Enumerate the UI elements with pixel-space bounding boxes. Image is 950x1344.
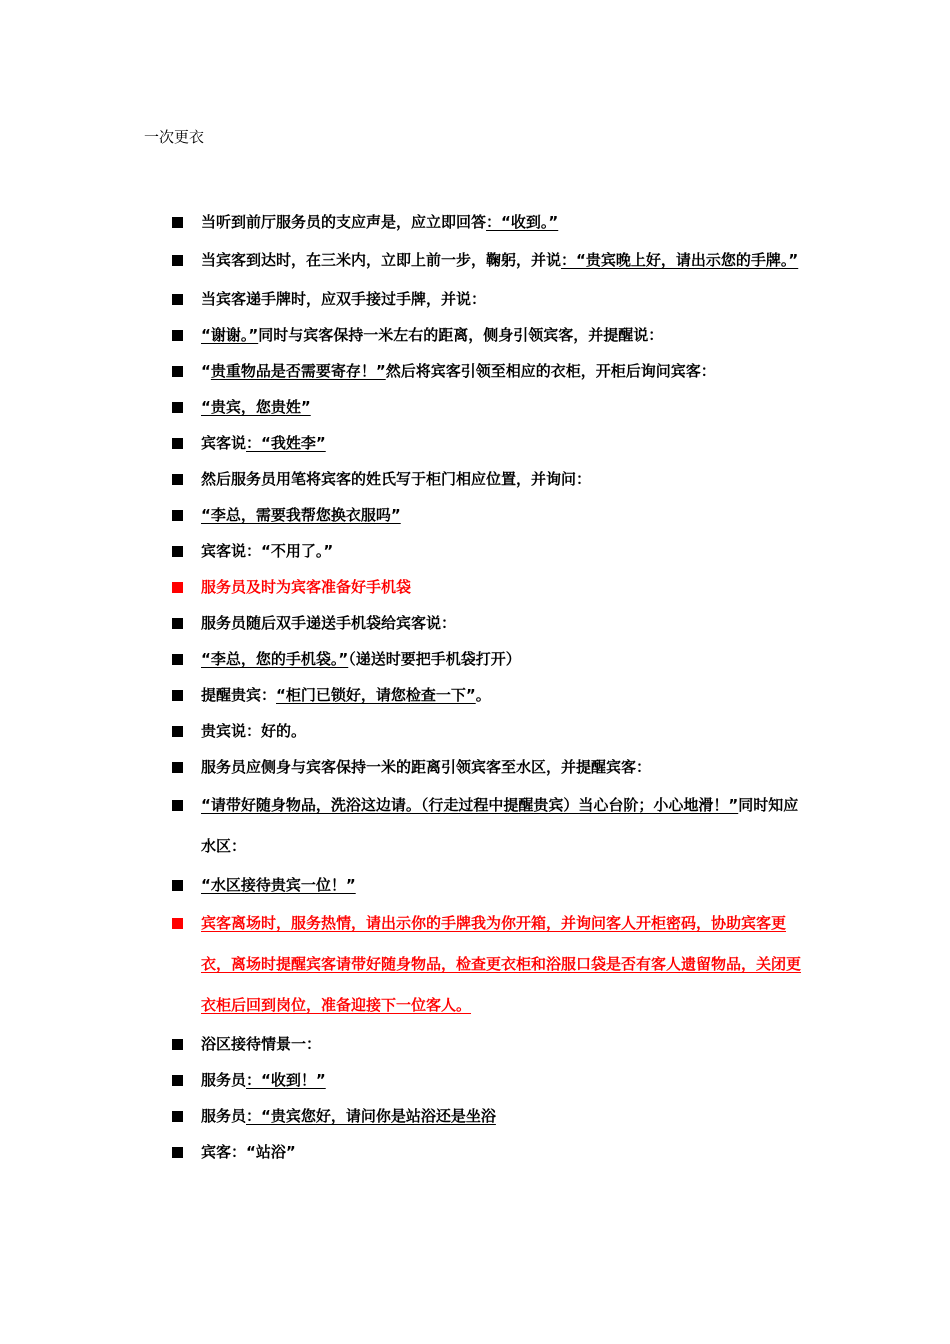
square-bullet-icon <box>172 366 183 377</box>
text-segment: 宾客说 <box>201 434 247 452</box>
text-segment: 宾客说：“不用了。” <box>201 542 334 560</box>
list-item <box>172 605 812 641</box>
list-item <box>172 749 812 785</box>
list-item-text <box>201 1134 812 1170</box>
text-segment: （递送时要把手机袋打开） <box>348 650 521 668</box>
list-item-text <box>201 281 812 317</box>
list-item <box>172 713 812 749</box>
list-item-text <box>201 497 812 533</box>
list-item-text <box>201 713 812 749</box>
list-item <box>172 1062 812 1098</box>
underlined-text: ：“我姓李” <box>246 434 326 452</box>
square-bullet-icon <box>172 618 183 629</box>
square-bullet-icon <box>172 880 183 891</box>
underlined-text: 贵重物品是否需要寄存！” <box>210 362 386 380</box>
square-bullet-icon <box>172 762 183 773</box>
square-bullet-icon <box>172 1039 183 1050</box>
list-item <box>172 204 812 240</box>
list-item-text <box>201 749 812 785</box>
square-bullet-icon <box>172 654 183 665</box>
list-item-text <box>201 533 812 569</box>
square-bullet-icon <box>172 1147 183 1158</box>
square-bullet-icon <box>172 918 183 929</box>
underlined-text: “贵宾，您贵姓” <box>201 398 311 416</box>
text-segment: 然后服务员用笔将宾客的姓氏写于柜门相应位置，并询问： <box>201 470 592 488</box>
square-bullet-icon <box>172 800 183 811</box>
text-segment: 服务员 <box>201 1107 247 1125</box>
square-bullet-icon <box>172 582 183 593</box>
list-item-text <box>201 569 812 605</box>
list-item-text <box>201 1098 812 1134</box>
list-item <box>172 389 812 425</box>
list-item-text <box>201 317 812 353</box>
list-item <box>172 533 812 569</box>
list-item-text <box>201 425 812 461</box>
list-item <box>172 1026 812 1062</box>
list-item <box>172 677 812 713</box>
underlined-text: “李总，需要我帮您换衣服吗” <box>201 506 401 524</box>
text-segment: 服务员应侧身与宾客保持一米的距离引领宾客至水区，并提醒宾客： <box>201 758 652 776</box>
text-segment: 服务员 <box>201 1071 247 1089</box>
list-item <box>172 317 812 353</box>
underlined-text: ：“收到。” <box>486 213 559 231</box>
underlined-text: “请带好随身物品，洗浴这边请。（行走过程中提醒贵宾）当心台阶；小心地滑！” <box>201 796 739 814</box>
underlined-text: ：“收到！” <box>246 1071 326 1089</box>
list-item <box>172 569 812 605</box>
square-bullet-icon <box>172 546 183 557</box>
underlined-text: ：“贵宾您好，请问你是站浴还是坐浴 <box>246 1107 496 1125</box>
square-bullet-icon <box>172 510 183 521</box>
square-bullet-icon <box>172 1075 183 1086</box>
square-bullet-icon <box>172 294 183 305</box>
square-bullet-icon <box>172 217 183 228</box>
list-item-text <box>201 461 812 497</box>
list-item <box>172 425 812 461</box>
text-segment: 服务员及时为宾客准备好手机袋 <box>201 578 412 596</box>
list-item-text <box>201 389 812 425</box>
text-segment: 提醒贵宾： <box>201 686 277 704</box>
underlined-text: “谢谢。” <box>201 326 259 344</box>
list-item-text <box>201 867 812 903</box>
list-item-text <box>201 641 812 677</box>
list-item-text <box>201 605 812 641</box>
text-segment: 。 <box>475 686 491 704</box>
list-item-text <box>201 903 812 1026</box>
list-item <box>172 240 812 281</box>
underlined-text: ：“贵宾晚上好，请出示您的手牌。” <box>561 251 799 269</box>
list-item <box>172 281 812 317</box>
square-bullet-icon <box>172 1111 183 1122</box>
text-segment: 同时知应水区： <box>201 796 799 855</box>
square-bullet-icon <box>172 255 183 266</box>
square-bullet-icon <box>172 474 183 485</box>
list-item <box>172 867 812 903</box>
text-segment: “ <box>201 362 211 380</box>
list-item <box>172 1134 812 1170</box>
bullet-list <box>172 204 812 1170</box>
text-segment: 服务员随后双手递送手机袋给宾客说： <box>201 614 457 632</box>
square-bullet-icon <box>172 438 183 449</box>
text-segment: 然后将宾客引领至相应的衣柜，开柜后询问宾客： <box>385 362 716 380</box>
square-bullet-icon <box>172 402 183 413</box>
list-item-text <box>201 240 812 281</box>
list-item <box>172 461 812 497</box>
list-item-text <box>201 204 812 240</box>
underlined-text: “柜门已锁好，请您检查一下” <box>276 686 476 704</box>
text-segment: 当宾客到达时，在三米内，立即上前一步，鞠躬，并说 <box>201 251 562 269</box>
text-segment: 当宾客递手牌时，应双手接过手牌，并说： <box>201 290 487 308</box>
list-item <box>172 641 812 677</box>
square-bullet-icon <box>172 726 183 737</box>
text-segment: 浴区接待情景一： <box>201 1035 322 1053</box>
page-heading: 一次更衣 <box>144 128 205 146</box>
list-item <box>172 785 812 867</box>
list-item <box>172 903 812 1026</box>
list-item-text <box>201 353 812 389</box>
text-segment: 当听到前厅服务员的支应声是，应立即回答 <box>201 213 487 231</box>
list-item <box>172 353 812 389</box>
list-item-text <box>201 1026 812 1062</box>
underlined-text: “水区接待贵宾一位！” <box>201 876 356 894</box>
text-segment: 同时与宾客保持一米左右的距离，侧身引领宾客，并提醒说： <box>258 326 664 344</box>
text-segment: 贵宾说：好的。 <box>201 722 307 740</box>
list-item-text <box>201 1062 812 1098</box>
underlined-text: 宾客离场时，服务热情，请出示你的手牌我为你开箱，并询问客人开柜密码，协助宾客更衣，离场时提醒宾客请带好随身物品，检查更衣柜和浴服口袋是否有客人遗留物品，关闭更衣柜后回到岗位，准备迎接下一位客人。 <box>201 914 802 1014</box>
list-item <box>172 1098 812 1134</box>
list-item-text <box>201 785 812 867</box>
square-bullet-icon <box>172 330 183 341</box>
square-bullet-icon <box>172 690 183 701</box>
list-item <box>172 497 812 533</box>
list-item-text <box>201 677 812 713</box>
text-segment: 宾客：“站浴” <box>201 1143 296 1161</box>
underlined-text: “李总，您的手机袋。” <box>201 650 349 668</box>
